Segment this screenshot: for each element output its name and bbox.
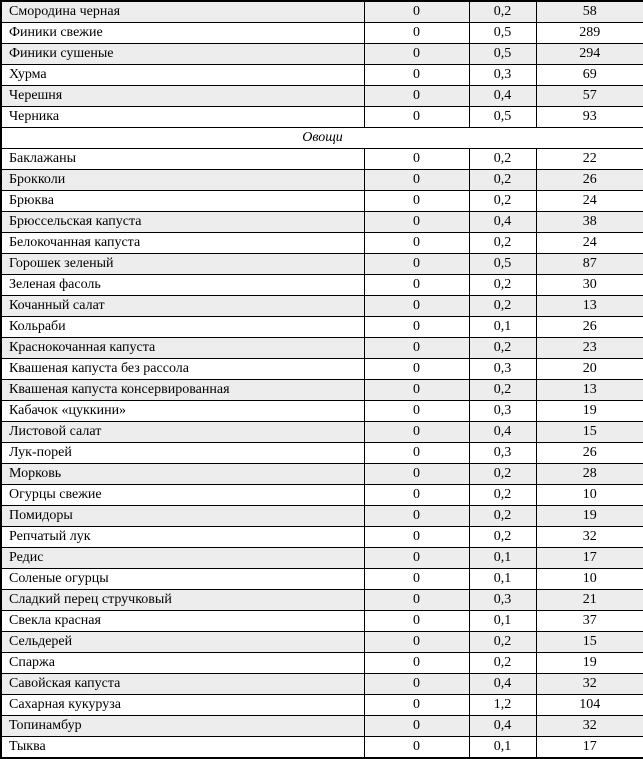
value-cell: 0,1	[469, 737, 536, 759]
value-cell: 19	[536, 401, 643, 422]
food-name-cell: Зеленая фасоль	[1, 275, 364, 296]
value-cell: 26	[536, 317, 643, 338]
value-cell: 0,4	[469, 674, 536, 695]
table-row	[1, 212, 643, 233]
value-cell: 0,2	[469, 506, 536, 527]
food-name-cell: Спаржа	[1, 653, 364, 674]
value-cell: 23	[536, 338, 643, 359]
value-cell: 0,3	[469, 401, 536, 422]
value-cell: 0,4	[469, 422, 536, 443]
value-cell: 28	[536, 464, 643, 485]
value-cell: 0,2	[469, 191, 536, 212]
value-cell: 0	[364, 527, 469, 548]
value-cell: 104	[536, 695, 643, 716]
table-row	[1, 44, 643, 65]
value-cell: 0	[364, 359, 469, 380]
food-name-cell: Свекла красная	[1, 611, 364, 632]
value-cell: 0	[364, 170, 469, 191]
food-name-cell: Соленые огурцы	[1, 569, 364, 590]
value-cell: 0	[364, 464, 469, 485]
value-cell: 1,2	[469, 695, 536, 716]
value-cell: 0,3	[469, 359, 536, 380]
table-row	[1, 611, 643, 632]
value-cell: 0	[364, 254, 469, 275]
food-name-cell: Баклажаны	[1, 149, 364, 170]
value-cell: 0	[364, 569, 469, 590]
value-cell: 0	[364, 590, 469, 611]
value-cell: 0	[364, 443, 469, 464]
table-row	[1, 401, 643, 422]
value-cell: 0,2	[469, 380, 536, 401]
value-cell: 24	[536, 233, 643, 254]
value-cell: 0	[364, 632, 469, 653]
food-name-cell: Морковь	[1, 464, 364, 485]
value-cell: 0,2	[469, 653, 536, 674]
value-cell: 0	[364, 737, 469, 759]
food-name-cell: Смородина черная	[1, 1, 364, 23]
table-row	[1, 296, 643, 317]
value-cell: 0	[364, 653, 469, 674]
value-cell: 17	[536, 548, 643, 569]
value-cell: 0,1	[469, 569, 536, 590]
value-cell: 0	[364, 86, 469, 107]
table-row	[1, 695, 643, 716]
table-row	[1, 464, 643, 485]
food-name-cell: Финики свежие	[1, 23, 364, 44]
table-row	[1, 653, 643, 674]
food-name-cell: Брокколи	[1, 170, 364, 191]
value-cell: 17	[536, 737, 643, 759]
table-row	[1, 422, 643, 443]
value-cell: 32	[536, 716, 643, 737]
value-cell: 0	[364, 380, 469, 401]
value-cell: 0,2	[469, 296, 536, 317]
value-cell: 0,2	[469, 233, 536, 254]
food-name-cell: Кольраби	[1, 317, 364, 338]
food-name-cell: Листовой салат	[1, 422, 364, 443]
food-name-cell: Помидоры	[1, 506, 364, 527]
value-cell: 0	[364, 401, 469, 422]
table-row	[1, 380, 643, 401]
value-cell: 0	[364, 338, 469, 359]
value-cell: 0,5	[469, 254, 536, 275]
table-row	[1, 149, 643, 170]
value-cell: 30	[536, 275, 643, 296]
value-cell: 57	[536, 86, 643, 107]
value-cell: 0	[364, 275, 469, 296]
value-cell: 0	[364, 506, 469, 527]
table-row	[1, 674, 643, 695]
value-cell: 0	[364, 44, 469, 65]
table-row	[1, 338, 643, 359]
table-row	[1, 716, 643, 737]
value-cell: 93	[536, 107, 643, 128]
table-row	[1, 590, 643, 611]
value-cell: 0,2	[469, 338, 536, 359]
value-cell: 21	[536, 590, 643, 611]
table-row	[1, 737, 643, 759]
value-cell: 0	[364, 296, 469, 317]
table-row	[1, 107, 643, 128]
table-row	[1, 317, 643, 338]
value-cell: 37	[536, 611, 643, 632]
value-cell: 10	[536, 485, 643, 506]
food-name-cell: Кабачок «цуккини»	[1, 401, 364, 422]
value-cell: 0,4	[469, 716, 536, 737]
table-row	[1, 506, 643, 527]
value-cell: 19	[536, 506, 643, 527]
value-cell: 0,5	[469, 23, 536, 44]
value-cell: 10	[536, 569, 643, 590]
value-cell: 0	[364, 674, 469, 695]
value-cell: 13	[536, 380, 643, 401]
value-cell: 32	[536, 527, 643, 548]
section-header-row	[1, 128, 643, 149]
food-name-cell: Топинамбур	[1, 716, 364, 737]
value-cell: 26	[536, 443, 643, 464]
value-cell: 0	[364, 191, 469, 212]
food-name-cell: Брюква	[1, 191, 364, 212]
value-cell: 20	[536, 359, 643, 380]
value-cell: 0,2	[469, 527, 536, 548]
table-row	[1, 569, 643, 590]
value-cell: 0,2	[469, 149, 536, 170]
value-cell: 0	[364, 317, 469, 338]
value-cell: 0,3	[469, 590, 536, 611]
food-name-cell: Кочанный салат	[1, 296, 364, 317]
value-cell: 0,2	[469, 170, 536, 191]
section-label: Овощи	[1, 128, 643, 149]
table-row	[1, 23, 643, 44]
value-cell: 0,2	[469, 1, 536, 23]
food-name-cell: Квашеная капуста консервированная	[1, 380, 364, 401]
table-row	[1, 443, 643, 464]
food-name-cell: Черника	[1, 107, 364, 128]
value-cell: 22	[536, 149, 643, 170]
value-cell: 15	[536, 422, 643, 443]
food-name-cell: Лук-порей	[1, 443, 364, 464]
food-name-cell: Белокочанная капуста	[1, 233, 364, 254]
table-row	[1, 65, 643, 86]
value-cell: 0	[364, 695, 469, 716]
value-cell: 38	[536, 212, 643, 233]
value-cell: 0,1	[469, 548, 536, 569]
value-cell: 24	[536, 191, 643, 212]
value-cell: 0,1	[469, 611, 536, 632]
food-name-cell: Огурцы свежие	[1, 485, 364, 506]
value-cell: 19	[536, 653, 643, 674]
value-cell: 0	[364, 611, 469, 632]
table-body	[1, 1, 643, 758]
value-cell: 0	[364, 65, 469, 86]
food-name-cell: Савойская капуста	[1, 674, 364, 695]
value-cell: 0,5	[469, 107, 536, 128]
value-cell: 0,2	[469, 464, 536, 485]
table-row	[1, 170, 643, 191]
value-cell: 0	[364, 233, 469, 254]
food-name-cell: Тыква	[1, 737, 364, 759]
food-name-cell: Хурма	[1, 65, 364, 86]
value-cell: 0	[364, 23, 469, 44]
value-cell: 289	[536, 23, 643, 44]
table-row	[1, 359, 643, 380]
food-name-cell: Редис	[1, 548, 364, 569]
food-name-cell: Сладкий перец стручковый	[1, 590, 364, 611]
value-cell: 0,2	[469, 485, 536, 506]
value-cell: 294	[536, 44, 643, 65]
value-cell: 0	[364, 716, 469, 737]
table-row	[1, 275, 643, 296]
food-name-cell: Квашеная капуста без рассола	[1, 359, 364, 380]
value-cell: 0	[364, 212, 469, 233]
value-cell: 0,4	[469, 86, 536, 107]
food-name-cell: Финики сушеные	[1, 44, 364, 65]
table-row	[1, 233, 643, 254]
food-name-cell: Репчатый лук	[1, 527, 364, 548]
table-row	[1, 527, 643, 548]
value-cell: 0,5	[469, 44, 536, 65]
value-cell: 0,1	[469, 317, 536, 338]
table-row	[1, 86, 643, 107]
value-cell: 26	[536, 170, 643, 191]
value-cell: 0	[364, 422, 469, 443]
value-cell: 15	[536, 632, 643, 653]
table-row	[1, 548, 643, 569]
food-name-cell: Горошек зеленый	[1, 254, 364, 275]
value-cell: 0	[364, 149, 469, 170]
value-cell: 32	[536, 674, 643, 695]
value-cell: 0	[364, 1, 469, 23]
value-cell: 87	[536, 254, 643, 275]
table-row	[1, 1, 643, 23]
food-name-cell: Черешня	[1, 86, 364, 107]
value-cell: 69	[536, 65, 643, 86]
value-cell: 0,4	[469, 212, 536, 233]
value-cell: 0,3	[469, 443, 536, 464]
value-cell: 0	[364, 548, 469, 569]
food-name-cell: Сахарная кукуруза	[1, 695, 364, 716]
table-row	[1, 254, 643, 275]
value-cell: 58	[536, 1, 643, 23]
food-name-cell: Сельдерей	[1, 632, 364, 653]
value-cell: 13	[536, 296, 643, 317]
food-name-cell: Брюссельская капуста	[1, 212, 364, 233]
value-cell: 0,2	[469, 275, 536, 296]
value-cell: 0	[364, 107, 469, 128]
value-cell: 0	[364, 485, 469, 506]
value-cell: 0,2	[469, 632, 536, 653]
food-name-cell: Краснокочанная капуста	[1, 338, 364, 359]
table-row	[1, 191, 643, 212]
value-cell: 0,3	[469, 65, 536, 86]
table-row	[1, 632, 643, 653]
table-row	[1, 485, 643, 506]
